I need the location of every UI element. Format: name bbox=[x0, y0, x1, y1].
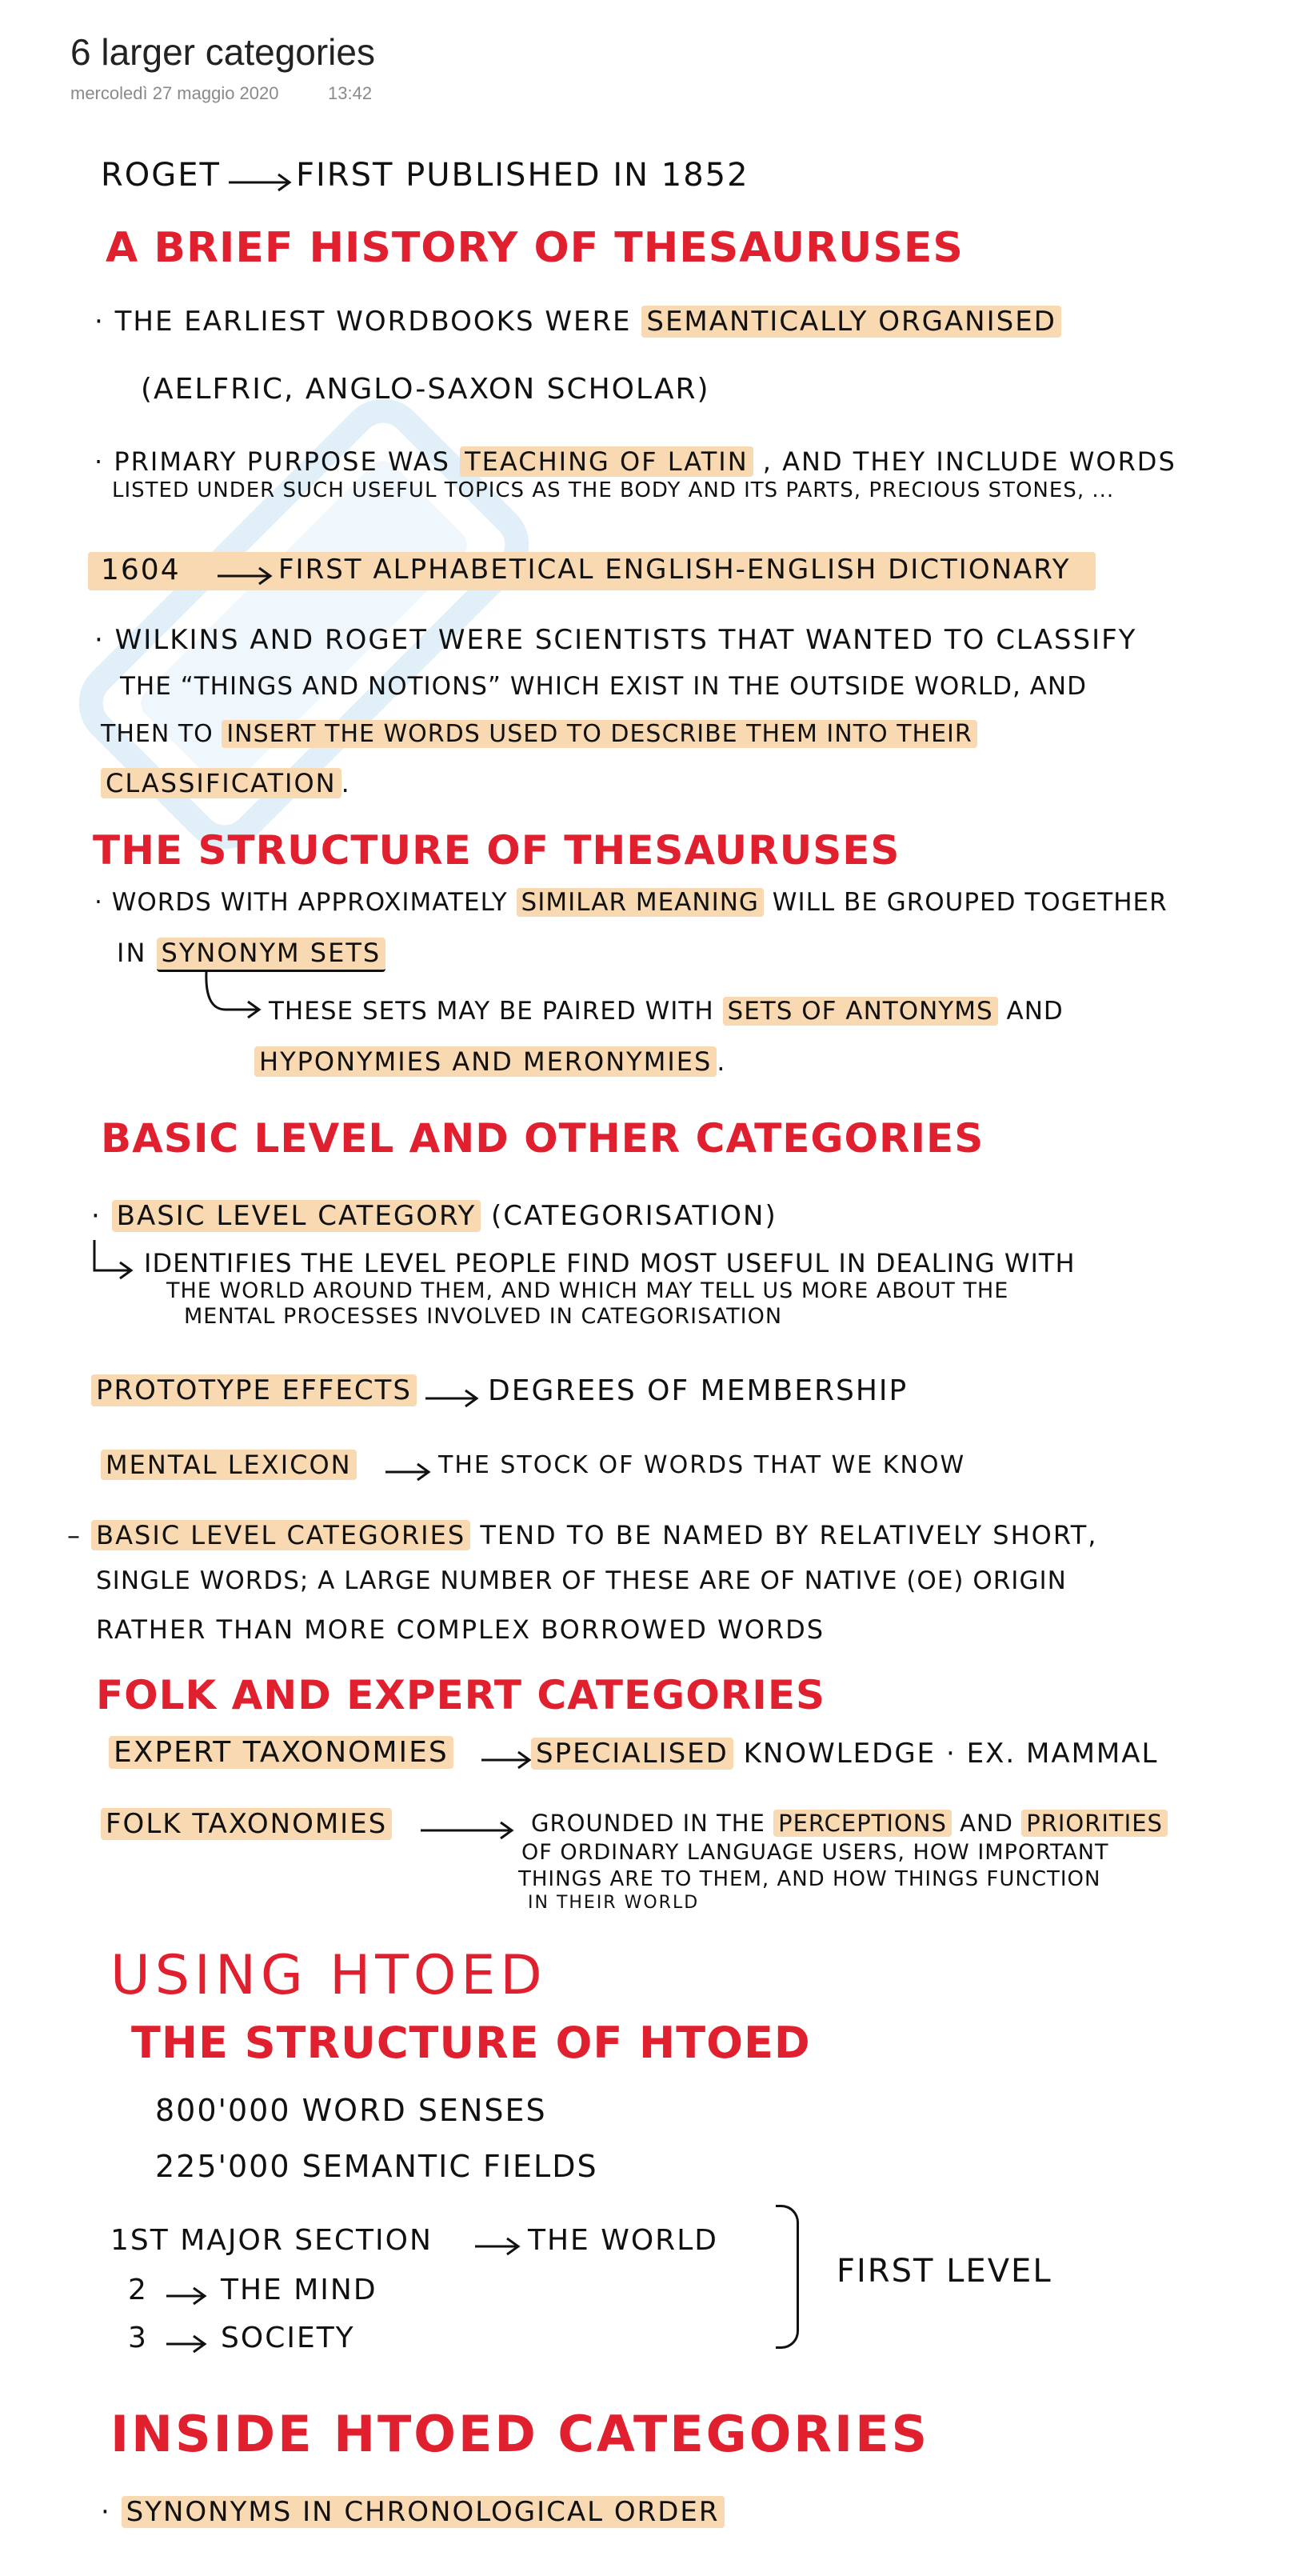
note-time: 13:42 bbox=[328, 83, 373, 103]
text: AND bbox=[1006, 997, 1064, 1026]
highlight-synonyms-chronological: SYNONYMS IN CHRONOLOGICAL ORDER bbox=[122, 2496, 725, 2528]
highlight-mental-lexicon: MENTAL LEXICON bbox=[101, 1450, 357, 1480]
highlight-teaching-latin: TEACHING OF LATIN bbox=[460, 446, 753, 477]
bullet-text: · THE EARLIEST WORDBOOKS WERE bbox=[94, 306, 632, 338]
section-the-mind: THE MIND bbox=[221, 2274, 377, 2306]
bullet-primary-purpose bbox=[94, 446, 1176, 477]
stock-of-words: THE STOCK OF WORDS THAT WE KNOW bbox=[438, 1451, 966, 1479]
highlight-similar-meaning: SIMILAR MEANING bbox=[517, 888, 764, 917]
highlight-perceptions: PERCEPTIONS bbox=[773, 1810, 952, 1837]
arrow-right-icon bbox=[422, 1387, 486, 1411]
heading-basic-level: BASIC LEVEL AND OTHER CATEGORIES bbox=[101, 1115, 984, 1162]
basic-level-categories-line: – BASIC LEVEL CATEGORIES TEND TO BE NAMED BY RELATIVELY SHORT, bbox=[67, 1520, 1098, 1550]
text: AND bbox=[960, 1810, 1013, 1837]
section-the-world: THE WORLD bbox=[528, 2224, 718, 2257]
word-senses: 800'000 WORD SENSES bbox=[155, 2093, 547, 2128]
highlight-specialised: SPECIALISED bbox=[531, 1738, 733, 1770]
heading-using-htoed: USING HTOED bbox=[110, 1944, 547, 2007]
arrow-right-icon bbox=[163, 2285, 219, 2309]
synonym-sets-line bbox=[117, 938, 385, 968]
wilkins-line-1: · WILKINS AND ROGET WERE SCIENTISTS THAT WANTED TO CLASSIFY bbox=[94, 624, 1137, 656]
page-title: 6 larger categories bbox=[70, 31, 375, 73]
text: KNOWLEDGE · EX. MAMMAL bbox=[743, 1738, 1159, 1770]
bullet: · bbox=[101, 2496, 122, 2528]
highlight-synonym-sets: SYNONYM SETS bbox=[157, 938, 386, 972]
period: . bbox=[717, 1046, 727, 1077]
rather-than-line: RATHER THAN MORE COMPLEX BORROWED WORDS bbox=[96, 1614, 825, 1645]
highlight-expert-taxonomies: EXPERT TAXONOMIES bbox=[109, 1736, 453, 1769]
first-level-label: FIRST LEVEL bbox=[837, 2253, 1052, 2290]
roget-label: ROGET bbox=[101, 157, 221, 194]
highlight-basic-level-category: BASIC LEVEL CATEGORY bbox=[112, 1200, 481, 1232]
heading-brief-history: A BRIEF HISTORY OF THESAURUSES bbox=[106, 224, 964, 272]
section-society: SOCIETY bbox=[221, 2322, 355, 2354]
identifies-line-2: THE WORLD AROUND THEM, AND WHICH MAY TELL US MORE ABOUT THE bbox=[166, 1278, 1009, 1303]
brace-icon bbox=[776, 2205, 799, 2349]
highlight-basic-level-categories: BASIC LEVEL CATEGORIES bbox=[91, 1520, 470, 1550]
arrow-right-icon bbox=[226, 171, 298, 195]
text: WILL BE GROUPED TOGETHER bbox=[772, 888, 1168, 917]
identifies-line-1: IDENTIFIES THE LEVEL PEOPLE FIND MOST USEFUL IN DEALING WITH bbox=[144, 1248, 1076, 1278]
year-1604: 1604 bbox=[101, 554, 181, 586]
heading-inside-htoed: INSIDE HTOED CATEGORIES bbox=[110, 2405, 930, 2463]
words-similar-line bbox=[94, 888, 1168, 917]
highlight-insert-words: INSERT THE WORDS USED TO DESCRIBE THEM INTO THEIR bbox=[222, 720, 976, 748]
expert-taxonomies-line bbox=[109, 1736, 453, 1769]
text: (CATEGORISATION) bbox=[491, 1200, 777, 1232]
section-3-number: 3 bbox=[128, 2322, 148, 2354]
highlight-priorities: PRIORITIES bbox=[1021, 1810, 1168, 1837]
semantic-fields: 225'000 SEMANTIC FIELDS bbox=[155, 2149, 598, 2184]
wilkins-line-2: THE “THINGS AND NOTIONS” WHICH EXIST IN THE OUTSIDE WORLD, AND bbox=[120, 672, 1087, 701]
arrow-down-right-icon bbox=[90, 1238, 146, 1286]
first-dictionary: FIRST ALPHABETICAL ENGLISH-ENGLISH DICTIONARY bbox=[278, 554, 1071, 586]
highlight-prototype-effects: PROTOTYPE EFFECTS bbox=[91, 1374, 417, 1406]
major-section-1: 1ST MAJOR SECTION bbox=[110, 2224, 433, 2257]
bullet-text: · PRIMARY PURPOSE WAS bbox=[94, 446, 450, 477]
bullet-earliest-wordbooks bbox=[94, 306, 1061, 338]
highlight-semantically-organised: SEMANTICALLY ORGANISED bbox=[641, 306, 1061, 338]
identifies-line-3: MENTAL PROCESSES INVOLVED IN CATEGORISATION bbox=[184, 1304, 783, 1329]
wilkins-line-4 bbox=[101, 768, 351, 798]
arrow-right-icon bbox=[214, 565, 278, 589]
grounded-line-3: THINGS ARE TO THEM, AND HOW THINGS FUNCTION bbox=[518, 1867, 1101, 1891]
grounded-line-2: OF ORDINARY LANGUAGE USERS, HOW IMPORTANT bbox=[521, 1840, 1109, 1865]
single-words-line: SINGLE WORDS; A LARGE NUMBER OF THESE ARE OF NATIVE (OE) ORIGIN bbox=[96, 1566, 1067, 1595]
heading-folk-expert: FOLK AND EXPERT CATEGORIES bbox=[96, 1672, 825, 1718]
text: THESE SETS MAY BE PAIRED WITH bbox=[269, 997, 714, 1026]
text: GROUNDED IN THE bbox=[531, 1810, 765, 1837]
folk-taxonomies-line bbox=[101, 1808, 392, 1840]
specialised-knowledge bbox=[531, 1738, 1158, 1770]
highlight-folk-taxonomies: FOLK TAXONOMIES bbox=[101, 1808, 392, 1840]
mental-lexicon-line bbox=[101, 1450, 357, 1480]
arrow-right-icon bbox=[417, 1819, 521, 1843]
grounded-line-1 bbox=[531, 1810, 1168, 1837]
text: · WORDS WITH APPROXIMATELY bbox=[94, 888, 508, 917]
degrees-membership: DEGREES OF MEMBERSHIP bbox=[488, 1374, 909, 1407]
highlight-hyponymies: HYPONYMIES AND MERONYMIES bbox=[254, 1046, 717, 1077]
grounded-line-4: IN THEIR WORLD bbox=[528, 1893, 700, 1913]
heading-structure-htoed: THE STRUCTURE OF HTOED bbox=[131, 2018, 811, 2068]
highlight-sets-antonyms: SETS OF ANTONYMS bbox=[723, 997, 998, 1026]
roget-published: FIRST PUBLISHED IN 1852 bbox=[296, 157, 749, 194]
paired-sets-line bbox=[269, 997, 1064, 1026]
arrow-right-icon bbox=[382, 1461, 438, 1485]
text: IN bbox=[117, 938, 147, 968]
synonyms-chronological-line bbox=[101, 2496, 725, 2528]
basic-level-category-line bbox=[91, 1200, 777, 1232]
arrow-right-icon bbox=[472, 2235, 528, 2259]
text: TEND TO BE NAMED BY RELATIVELY SHORT, bbox=[480, 1520, 1098, 1550]
section-2-number: 2 bbox=[128, 2274, 148, 2306]
bullet-text-cont: , AND THEY INCLUDE WORDS bbox=[762, 446, 1176, 477]
wilkins-text: THEN TO bbox=[101, 720, 214, 748]
heading-structure-thesauruses: THE STRUCTURE OF THESAURUSES bbox=[93, 827, 901, 874]
hyponymies-line bbox=[254, 1046, 726, 1077]
period: . bbox=[341, 768, 351, 798]
wilkins-line-3 bbox=[101, 720, 977, 748]
highlight-classification: CLASSIFICATION bbox=[101, 768, 341, 798]
arrow-right-icon bbox=[163, 2333, 219, 2357]
prototype-effects-line bbox=[91, 1374, 417, 1406]
note-date: mercoledì 27 maggio 2020 bbox=[70, 83, 279, 103]
arrow-down-right-icon bbox=[202, 968, 266, 1032]
topics-line: LISTED UNDER SUCH USEFUL TOPICS AS THE BODY AND ITS PARTS, PRECIOUS STONES, ... bbox=[112, 478, 1115, 502]
aelfric-note: (AELFRIC, ANGLO-SAXON SCHOLAR) bbox=[141, 373, 710, 406]
bullet: · bbox=[91, 1200, 112, 1232]
